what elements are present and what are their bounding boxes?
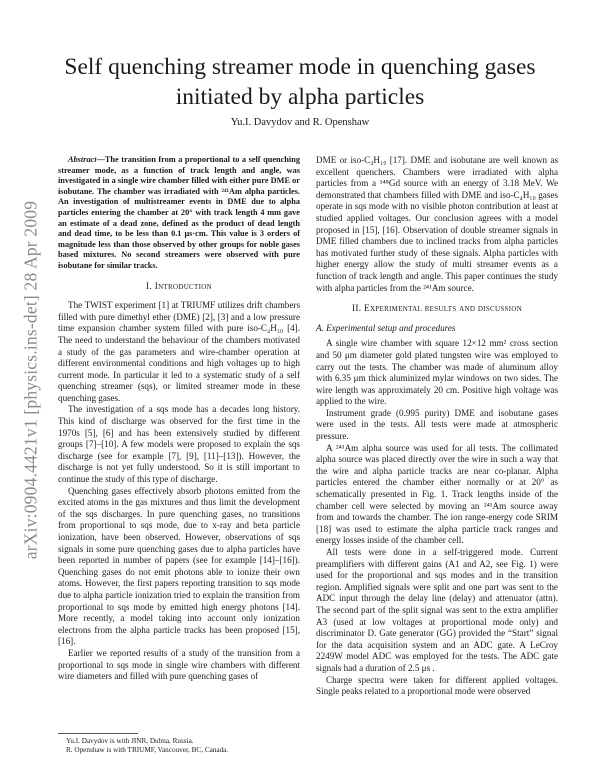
- paragraph: The TWIST experiment [1] at TRIUMF utilizes drift chambers filled with pure dimethyl ether (DME) [2], [3] and a low pressure time expansion chamber system filled with pure iso-C₄H₁₀ [4]. The need to understand the behaviour of the chambers motivated a study of the gas parameters and wire-chamber operation at different environmental conditions and high voltages up to high current mode. In particular it led to a systematic study of a self quenching streamer (sqs), or limited streamer mode in these quenching gases.: [58, 300, 300, 403]
- paragraph: A ²⁴¹Am alpha source was used for all tests. The collimated alpha source was placed directly over the wire in such a way that the wire and alpha particle tracks are near co-planar. Alpha particles entered the chamber either normally or at 20° as schematically presented in Fig. 1. Track lengths inside of the chamber cell were selected by moving an ²⁴¹Am source away from and towards the chamber. The ion range-energy code SRIM [18] was used to estimate the alpha particle track ranges and energy losses inside of the chamber cell.: [316, 442, 558, 546]
- paper-title: Self quenching streamer mode in quenching gases initiated by alpha particles: [64, 54, 536, 110]
- abstract-lead: Abstract: [68, 155, 97, 164]
- paragraph: Earlier we reported results of a study of the transition from a proportional to sqs mode in single wire chambers with different wire diameters and filled with pure quenching gases of: [58, 647, 300, 682]
- paragraph: The investigation of a sqs mode has a decades long history. This kind of discharge was observed for the first time in the 1970s [5], [6] and has been extensively studied by different groups [7]–[10]. A few models were proposed to explain the sqs discharge (see for example [7], [9], [11]–[13]). However, the discharge is not yet fully understood. So it is still important to continue the study of this type of discharge.: [58, 404, 300, 485]
- paragraph: All tests were done in a self-triggered mode. Current preamplifiers with different gains (A1 and A2, see Fig. 1) were used for the proportional and sqs modes and in the transition region. Amplified signals were split and one part was sent to the ADC input through the delay line (delay) and attenuator (attn). The second part of the split signal was sent to the extra amplifier A3 (used at low voltages at proportional mode only) and discriminator D. Gate generator (GG) provided the “Start” signal for the data acquisition system and an ADC gate. A LeCroy 2249W model ADC was employed for the tests. The ADC gate signals had a duration of 2.5 μs .: [316, 547, 558, 673]
- section-heading-introduction: I. Introduction: [146, 281, 212, 292]
- arxiv-identifier-text: arXiv:0904.4421v1 [physics.ins-det] 28 Apr 2009: [20, 200, 41, 560]
- left-column: [58, 155, 300, 683]
- paragraph-continued: DME or iso-C₄H₁₀ [17]. DME and isobutane are well known as excellent quenchers. Chambers were irradiated with alpha particles from a ¹⁴⁸Gd source with an energy of 3.18 MeV. We demonstrated that chambers filled with DME and iso-C₄H₁₀ gases operate in sqs mode with no visible photon contribution at least at studied applied voltages. Our conclusion agrees with a model proposed in [15], [16]. Observation of double streamer signals in DME filled chambers due to inclined tracks from alpha particles has motivated further study of these signals. Alpha particles with higher energy allow the study of multi streamer events as a function of track length and angle. This paper continues the study with alpha particles from the ²⁴¹Am source.: [316, 155, 558, 293]
- footnotes: [58, 733, 300, 756]
- footnote: Yu.I. Davydov is with JINR, Dubna, Russia.: [66, 737, 194, 745]
- abstract: [58, 155, 300, 272]
- footnote-rule: [58, 733, 138, 734]
- right-column: [316, 155, 558, 698]
- paper-authors: Yu.I. Davydov and R. Openshaw: [230, 117, 370, 128]
- arxiv-identifier-stamp: [16, 180, 46, 580]
- footnote: R. Openshaw is with TRIUMF, Vancouver, BC, Canada.: [66, 746, 229, 755]
- paragraph: Instrument grade (0.995 purity) DME and isobutane gases were used in the tests. All tests were made at atmospheric pressure.: [316, 407, 558, 442]
- paragraph: A single wire chamber with square 12×12 mm² cross section and 50 μm diameter gold plated tungsten wire was employed to carry out the tests. The chamber was made of aluminum alloy with 6.35 μm thick aluminized mylar windows on two sides. The wire length was approximately 20 cm. Positive high voltage was applied to the wire.: [316, 338, 558, 407]
- subsection-heading-setup: A. Experimental setup and procedures: [316, 322, 456, 333]
- paragraph: Quenching gases effectively absorb photons emitted from the excited atoms in the gas mixtures and thus limit the development of the sqs discharges. In pure quenching gases, no transitions from proportional to sqs mode, due to x-ray and beta particle ionization, have been observed. However, observations of sqs signals in some pure quenching gases due to alpha particles have been reported in number of papers (see for example [14]–[16]). Quenching gases do not emit photons able to ionize their own atoms. However, the first papers reporting transition to sqs mode due to alpha particle ionization tried to explain the transition from proportional to sqs mode by emitted high energy photons [14]. More recently, a model taking into account only ionization electrons from the alpha particle tracks has been proposed [15], [16].: [58, 485, 300, 647]
- paragraph: Charge spectra were taken for different applied voltages. Single peaks related to a proportional mode were observed: [316, 674, 558, 697]
- abstract-text: —The transition from a proportional to a self quenching streamer mode, as a function of track length and angle, was investigated in a single wire chamber filled with either pure DME or isobutane. The chamber was irradiated with ²⁴¹Am alpha particles. An investigation of multistreamer events in DME due to alpha particles entering the chamber at 20° with track length 4 mm gave an estimate of a dead zone, defined as the product of dead length and dead time, to be less than 0.1 μs·cm. This value is 3 orders of magnitude less than those observed by other groups for noble gases based mixtures. No second streamers were observed with pure isobutane for similar tracks.: [58, 155, 300, 270]
- section-heading-results: II. Experimental results and discussion: [351, 304, 523, 315]
